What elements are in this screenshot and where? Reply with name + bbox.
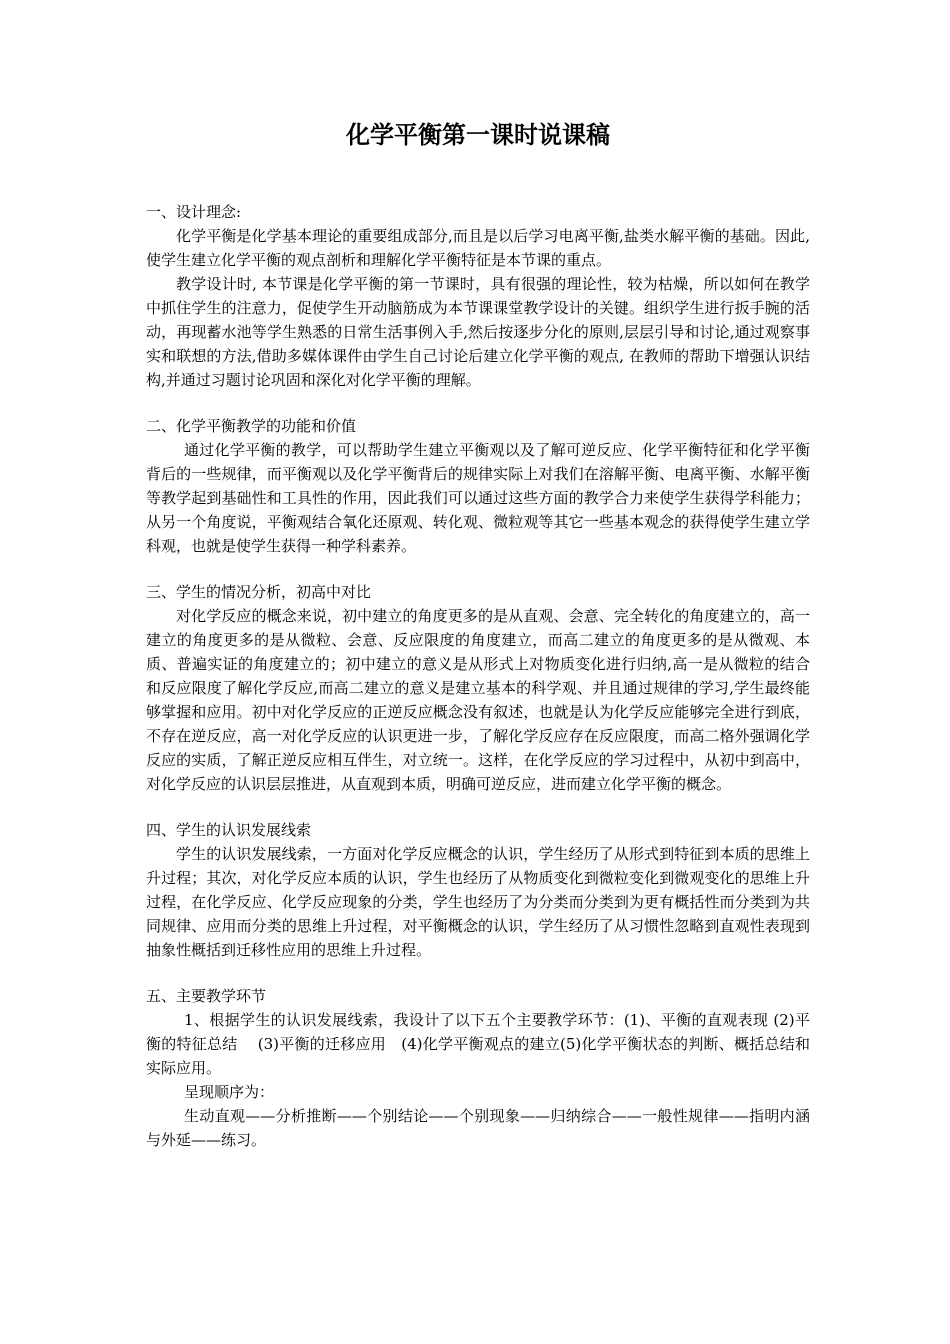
- section-heading: 三、学生的情况分析，初高中对比: [146, 583, 372, 601]
- section-teaching-steps: [146, 984, 810, 1152]
- section-student-analysis: [146, 580, 810, 796]
- paragraph: 教学设计时, 本节课是化学平衡的第一节课时，具有很强的理论性，较为枯燥，所以如何在教学中抓住学生的注意力，促使学生开动脑筋成为本节课课堂教学设计的关键。组织学生进行扳手腕的活动，再现蓄水池等学生熟悉的日常生活事例入手,然后按逐步分化的原则,层层引导和讨论,通过观察事实和联想的方法,借助多媒体课件由学生自己讨论后建立化学平衡的观点, 在教师的帮助下增强认识结构,并通过习题讨论巩固和深化对化学平衡的理解。: [146, 275, 810, 389]
- paragraph: 1、根据学生的认识发展线索，我设计了以下五个主要教学环节：(1)、平衡的直观表现 (2)平衡的特征总结 (3)平衡的迁移应用 (4)化学平衡观点的建立(5)化学平衡状态的判断、概括总结和实际应用。: [146, 1011, 810, 1077]
- section-function-value: [146, 414, 810, 558]
- document-title: 化学平衡第一课时说课稿: [346, 120, 610, 149]
- paragraph: 对化学反应的概念来说，初中建立的角度更多的是从直观、会意、完全转化的角度建立的，高一建立的角度更多的是从微粒、会意、反应限度的角度建立，而高二建立的角度更多的是从微观、本质、普遍实证的角度建立的；初中建立的意义是从形式上对物质变化进行归纳,高一是从微粒的结合和反应限度了解化学反应,而高二建立的意义是建立基本的科学观、并且通过规律的学习,学生最终能够掌握和应用。初中对化学反应的正逆反应概念没有叙述，也就是认为化学反应能够完全进行到底，不存在逆反应，高一对化学反应的认识更进一步，了解化学反应存在反应限度，而高二格外强调化学反应的实质，了解正逆反应相互伴生，对立统一。这样，在化学反应的学习过程中，从初中到高中，对化学反应的认识层层推进，从直观到本质，明确可逆反应，进而建立化学平衡的概念。: [146, 607, 810, 793]
- section-heading: 一、设计理念:: [146, 203, 242, 221]
- document-page: [146, 118, 810, 1174]
- paragraph: 生动直观——分析推断——个别结论——个别现象——归纳综合——一般性规律——指明内涵与外延——练习。: [146, 1107, 810, 1149]
- section-heading: 五、主要教学环节: [146, 987, 267, 1005]
- section-heading: 二、化学平衡教学的功能和价值: [146, 417, 357, 435]
- paragraph: 通过化学平衡的教学，可以帮助学生建立平衡观以及了解可逆反应、化学平衡特征和化学平衡背后的一些规律，而平衡观以及化学平衡背后的规律实际上对我们在溶解平衡、电离平衡、水解平衡等教学起到基础性和工具性的作用，因此我们可以通过这些方面的教学合力来使学生获得学科能力；从另一个角度说，平衡观结合氧化还原观、转化观、微粒观等其它一些基本观念的获得使学生建立学科观，也就是使学生获得一种学科素养。: [146, 441, 810, 555]
- section-heading: 四、学生的认识发展线索: [146, 821, 312, 839]
- section-design-concept: [146, 200, 810, 392]
- section-cognitive-development: [146, 818, 810, 962]
- paragraph: 学生的认识发展线索，一方面对化学反应概念的认识，学生经历了从形式到特征到本质的思维上升过程；其次，对化学反应本质的认识，学生也经历了从物质变化到微粒变化到微观变化的思维上升过程，在化学反应、化学反应现象的分类，学生也经历了为分类而分类到为更有概括性而分类到为共同规律、应用而分类的思维上升过程，对平衡概念的认识，学生经历了从习惯性忽略到直观性表现到抽象性概括到迁移性应用的思维上升过程。: [146, 845, 810, 959]
- paragraph: 呈现顺序为：: [184, 1083, 275, 1101]
- paragraph: 化学平衡是化学基本理论的重要组成部分,而且是以后学习电离平衡,盐类水解平衡的基础。因此,使学生建立化学平衡的观点剖析和理解化学平衡特征是本节课的重点。: [146, 227, 810, 269]
